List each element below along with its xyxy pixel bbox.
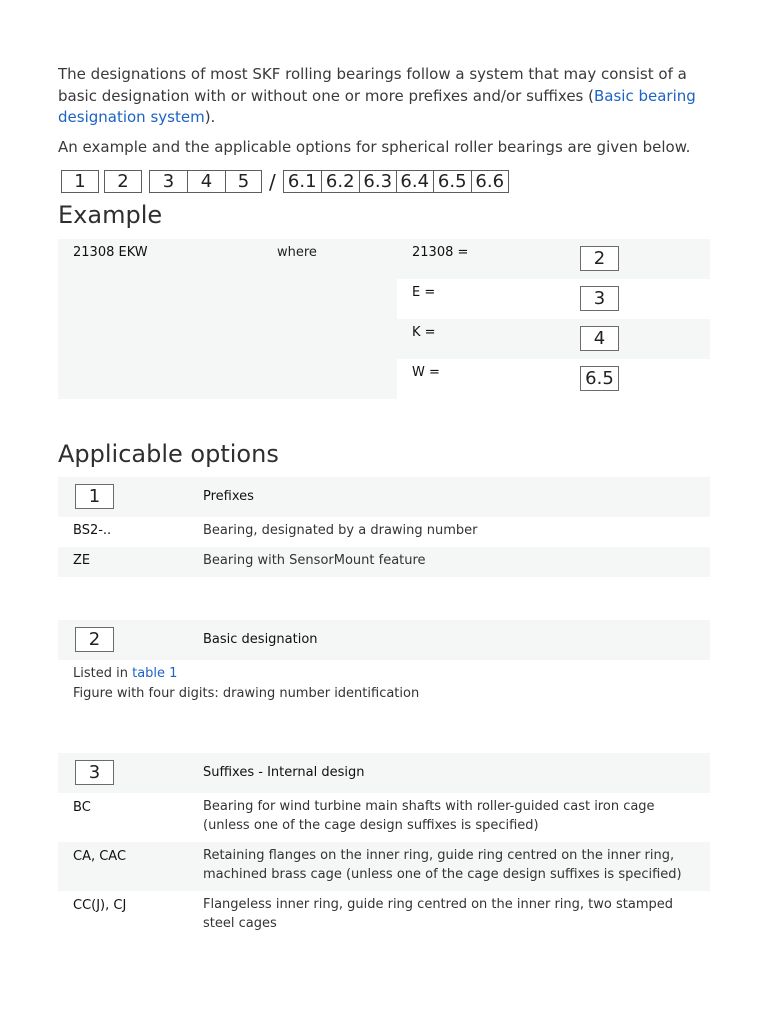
table-row	[58, 842, 710, 891]
example-row	[397, 319, 710, 359]
option-code: CA, CAC	[73, 849, 127, 864]
option-code: CC(J), CJ	[73, 898, 127, 913]
scheme-box-5: 5	[225, 170, 262, 193]
scheme-box-4: 4	[187, 170, 225, 193]
example-row-box: 2	[580, 246, 619, 271]
scheme-box-6-6: 6.6	[471, 170, 509, 193]
basic-designation-line-1	[73, 664, 419, 684]
designation-scheme	[61, 169, 509, 194]
option-description: Bearing with SensorMount feature	[203, 553, 426, 568]
listed-in-label: Listed in	[73, 666, 133, 681]
scheme-box-6-5: 6.5	[433, 170, 471, 193]
internal-design-title: Suffixes - Internal design	[203, 765, 365, 780]
applicable-options-heading: Applicable options	[58, 440, 279, 468]
scheme-box-3: 3	[149, 170, 187, 193]
example-row	[397, 239, 710, 279]
basic-designation-header	[58, 620, 710, 660]
example-designation-cell	[58, 239, 397, 399]
example-row-box: 4	[580, 326, 619, 351]
table-row	[58, 891, 710, 940]
example-row-key: W =	[412, 365, 440, 380]
option-description: Retaining flanges on the inner ring, guide ring centred on the inner ring, machined brass cage (unless one of the cage design suffixes is specified)	[203, 848, 682, 882]
option-description: Bearing for wind turbine main shafts with roller-guided cast iron cage (unless one of the cage design suffixes is specified)	[203, 799, 655, 833]
scheme-box-1: 1	[61, 170, 99, 193]
prefixes-title: Prefixes	[203, 489, 254, 504]
table-row	[58, 547, 710, 577]
scheme-box-2: 2	[104, 170, 142, 193]
example-table	[58, 239, 710, 399]
intro-text-start: The designations of most SKF rolling bearings follow a system that may consist of a basic designation with or without one or more prefixes and/or suffixes (	[58, 65, 687, 105]
scheme-box-6-1: 6.1	[283, 170, 321, 193]
intro-paragraph-2: An example and the applicable options for spherical roller bearings are given below.	[58, 137, 691, 156]
basic-designation-system-link[interactable]: Basic bearing designation system	[58, 86, 696, 126]
option-code: BS2-..	[73, 523, 112, 538]
scheme-box-6-3: 6.3	[359, 170, 396, 193]
basic-designation-line-2: Figure with four digits: drawing number identification	[73, 686, 420, 701]
example-heading: Example	[58, 201, 163, 229]
basic-designation-text	[73, 664, 419, 704]
table-1-link[interactable]: table 1	[132, 666, 178, 681]
table-row	[58, 517, 710, 547]
example-where: where	[277, 245, 317, 260]
intro-text-end: ).	[204, 108, 216, 126]
example-row-key: E =	[412, 285, 436, 300]
example-designation: 21308 EKW	[73, 245, 148, 260]
option-code: ZE	[73, 553, 91, 568]
option-code: BC	[73, 800, 91, 815]
prefixes-number-box: 1	[75, 484, 114, 509]
internal-design-number-box: 3	[75, 760, 114, 785]
scheme-box-6-2: 6.2	[321, 170, 359, 193]
internal-design-header	[58, 753, 710, 793]
intro-paragraph-1	[58, 64, 710, 129]
prefixes-header	[58, 477, 710, 517]
scheme-box-6-4: 6.4	[396, 170, 433, 193]
intro-text	[58, 64, 710, 166]
table-row	[58, 793, 710, 842]
basic-designation-title: Basic designation	[203, 632, 318, 647]
basic-designation-number-box: 2	[75, 627, 114, 652]
option-description: Bearing, designated by a drawing number	[203, 523, 478, 538]
example-row-box: 6.5	[580, 366, 619, 391]
scheme-separator: /	[269, 169, 276, 194]
example-row-key: K =	[412, 325, 436, 340]
example-row-key: 21308 =	[412, 245, 469, 260]
example-row-box: 3	[580, 286, 619, 311]
example-row	[397, 359, 710, 399]
example-row	[397, 279, 710, 319]
option-description: Flangeless inner ring, guide ring centred on the inner ring, two stamped steel cages	[203, 897, 673, 931]
